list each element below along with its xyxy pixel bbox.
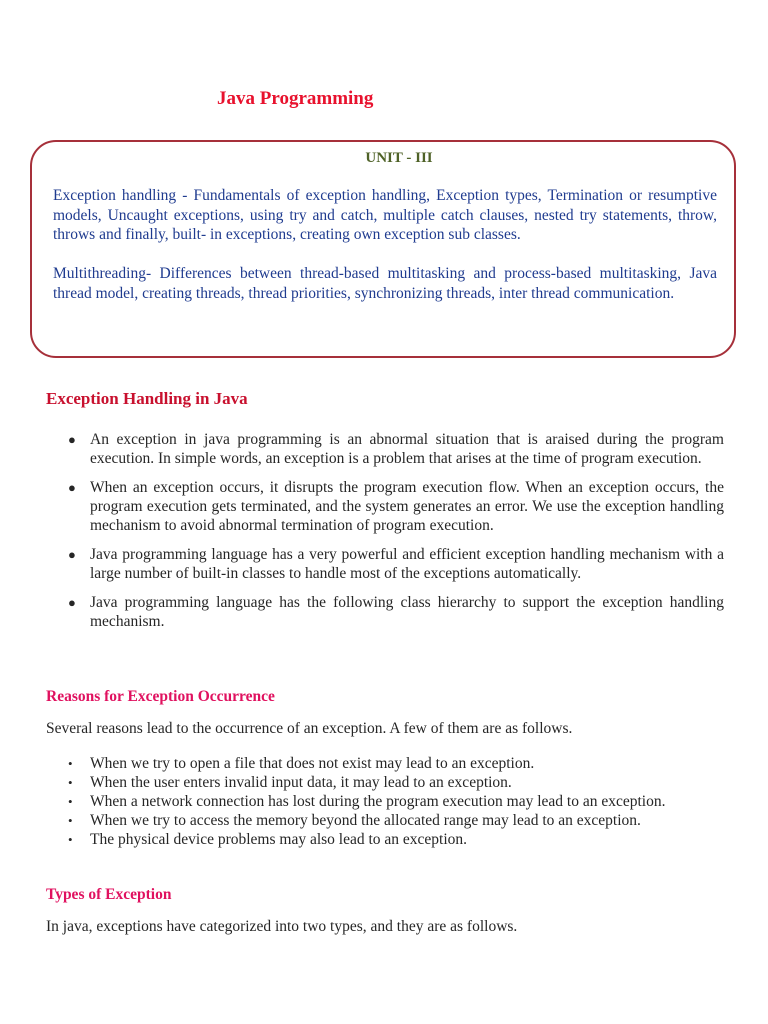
list-item [46,478,724,535]
bullet-icon: • [68,794,73,809]
bullet-icon: ● [68,547,76,562]
section-heading-exception-handling: Exception Handling in Java [46,389,248,408]
subheading-reasons: Reasons for Exception Occurrence [46,688,275,705]
bullet-icon: • [68,756,73,771]
bullet-icon: • [68,832,73,847]
types-intro: In java, exceptions have categorized into two types, and they are as follows. [46,918,518,935]
list-item [46,593,724,631]
unit-paragraph-exceptions: Exception handling - Fundamentals of exception handling, Exception types, Termination or resumptive models, Uncaught exceptions, using try and catch, multiple catch clauses, nested try statements, throw, throws and finally, built- in exceptions, creating own exception sub classes. [53,187,717,243]
list-item [46,830,724,849]
list-item-text: When the user enters invalid input data, it may lead to an exception. [90,774,512,791]
list-item-text: Java programming language has a very powerful and efficient exception handling mechanism with a large number of built-in classes to handle most of the exceptions automatically. [90,546,724,582]
bullet-icon: • [68,813,73,828]
reasons-intro: Several reasons lead to the occurrence of an exception. A few of them are as follows. [46,720,573,737]
list-item-text: When we try to open a file that does not exist may lead to an exception. [90,755,535,772]
list-item-text: When a network connection has lost during the program execution may lead to an exception. [90,793,666,810]
unit-heading: UNIT - III [365,150,433,166]
bullet-icon: • [68,775,73,790]
list-item [46,430,724,468]
bullet-icon: ● [68,595,76,610]
list-item-text: The physical device problems may also lead to an exception. [90,831,468,848]
list-item [46,773,724,792]
unit-summary-box [30,140,736,358]
list-item-text: When an exception occurs, it disrupts the program execution flow. When an exception occurs, the program execution gets terminated, and the system generates an error. We use the exception handling mechanism to avoid abnormal termination of program execution. [90,479,724,534]
unit-paragraph-multithreading: Multithreading- Differences between thread-based multitasking and process-based multitasking, Java thread model, creating threads, thread priorities, synchronizing threads, inter thread communication. [53,265,717,302]
list-item-text: Java programming language has the following class hierarchy to support the exception handling mechanism. [90,594,724,630]
document-title: Java Programming [217,88,374,109]
list-item-text: When we try to access the memory beyond the allocated range may lead to an exception. [90,812,641,829]
list-item [46,792,724,811]
list-item [46,811,724,830]
bullet-icon: ● [68,480,76,495]
subheading-types: Types of Exception [46,886,172,903]
list-item [46,754,724,773]
bullet-icon: ● [68,432,76,447]
exception-bullet-list [46,430,724,641]
list-item-text: An exception in java programming is an abnormal situation that is araised during the program execution. In simple words, an exception is a problem that arises at the time of program execution. [90,431,724,467]
list-item [46,545,724,583]
reasons-bullet-list [46,754,724,849]
